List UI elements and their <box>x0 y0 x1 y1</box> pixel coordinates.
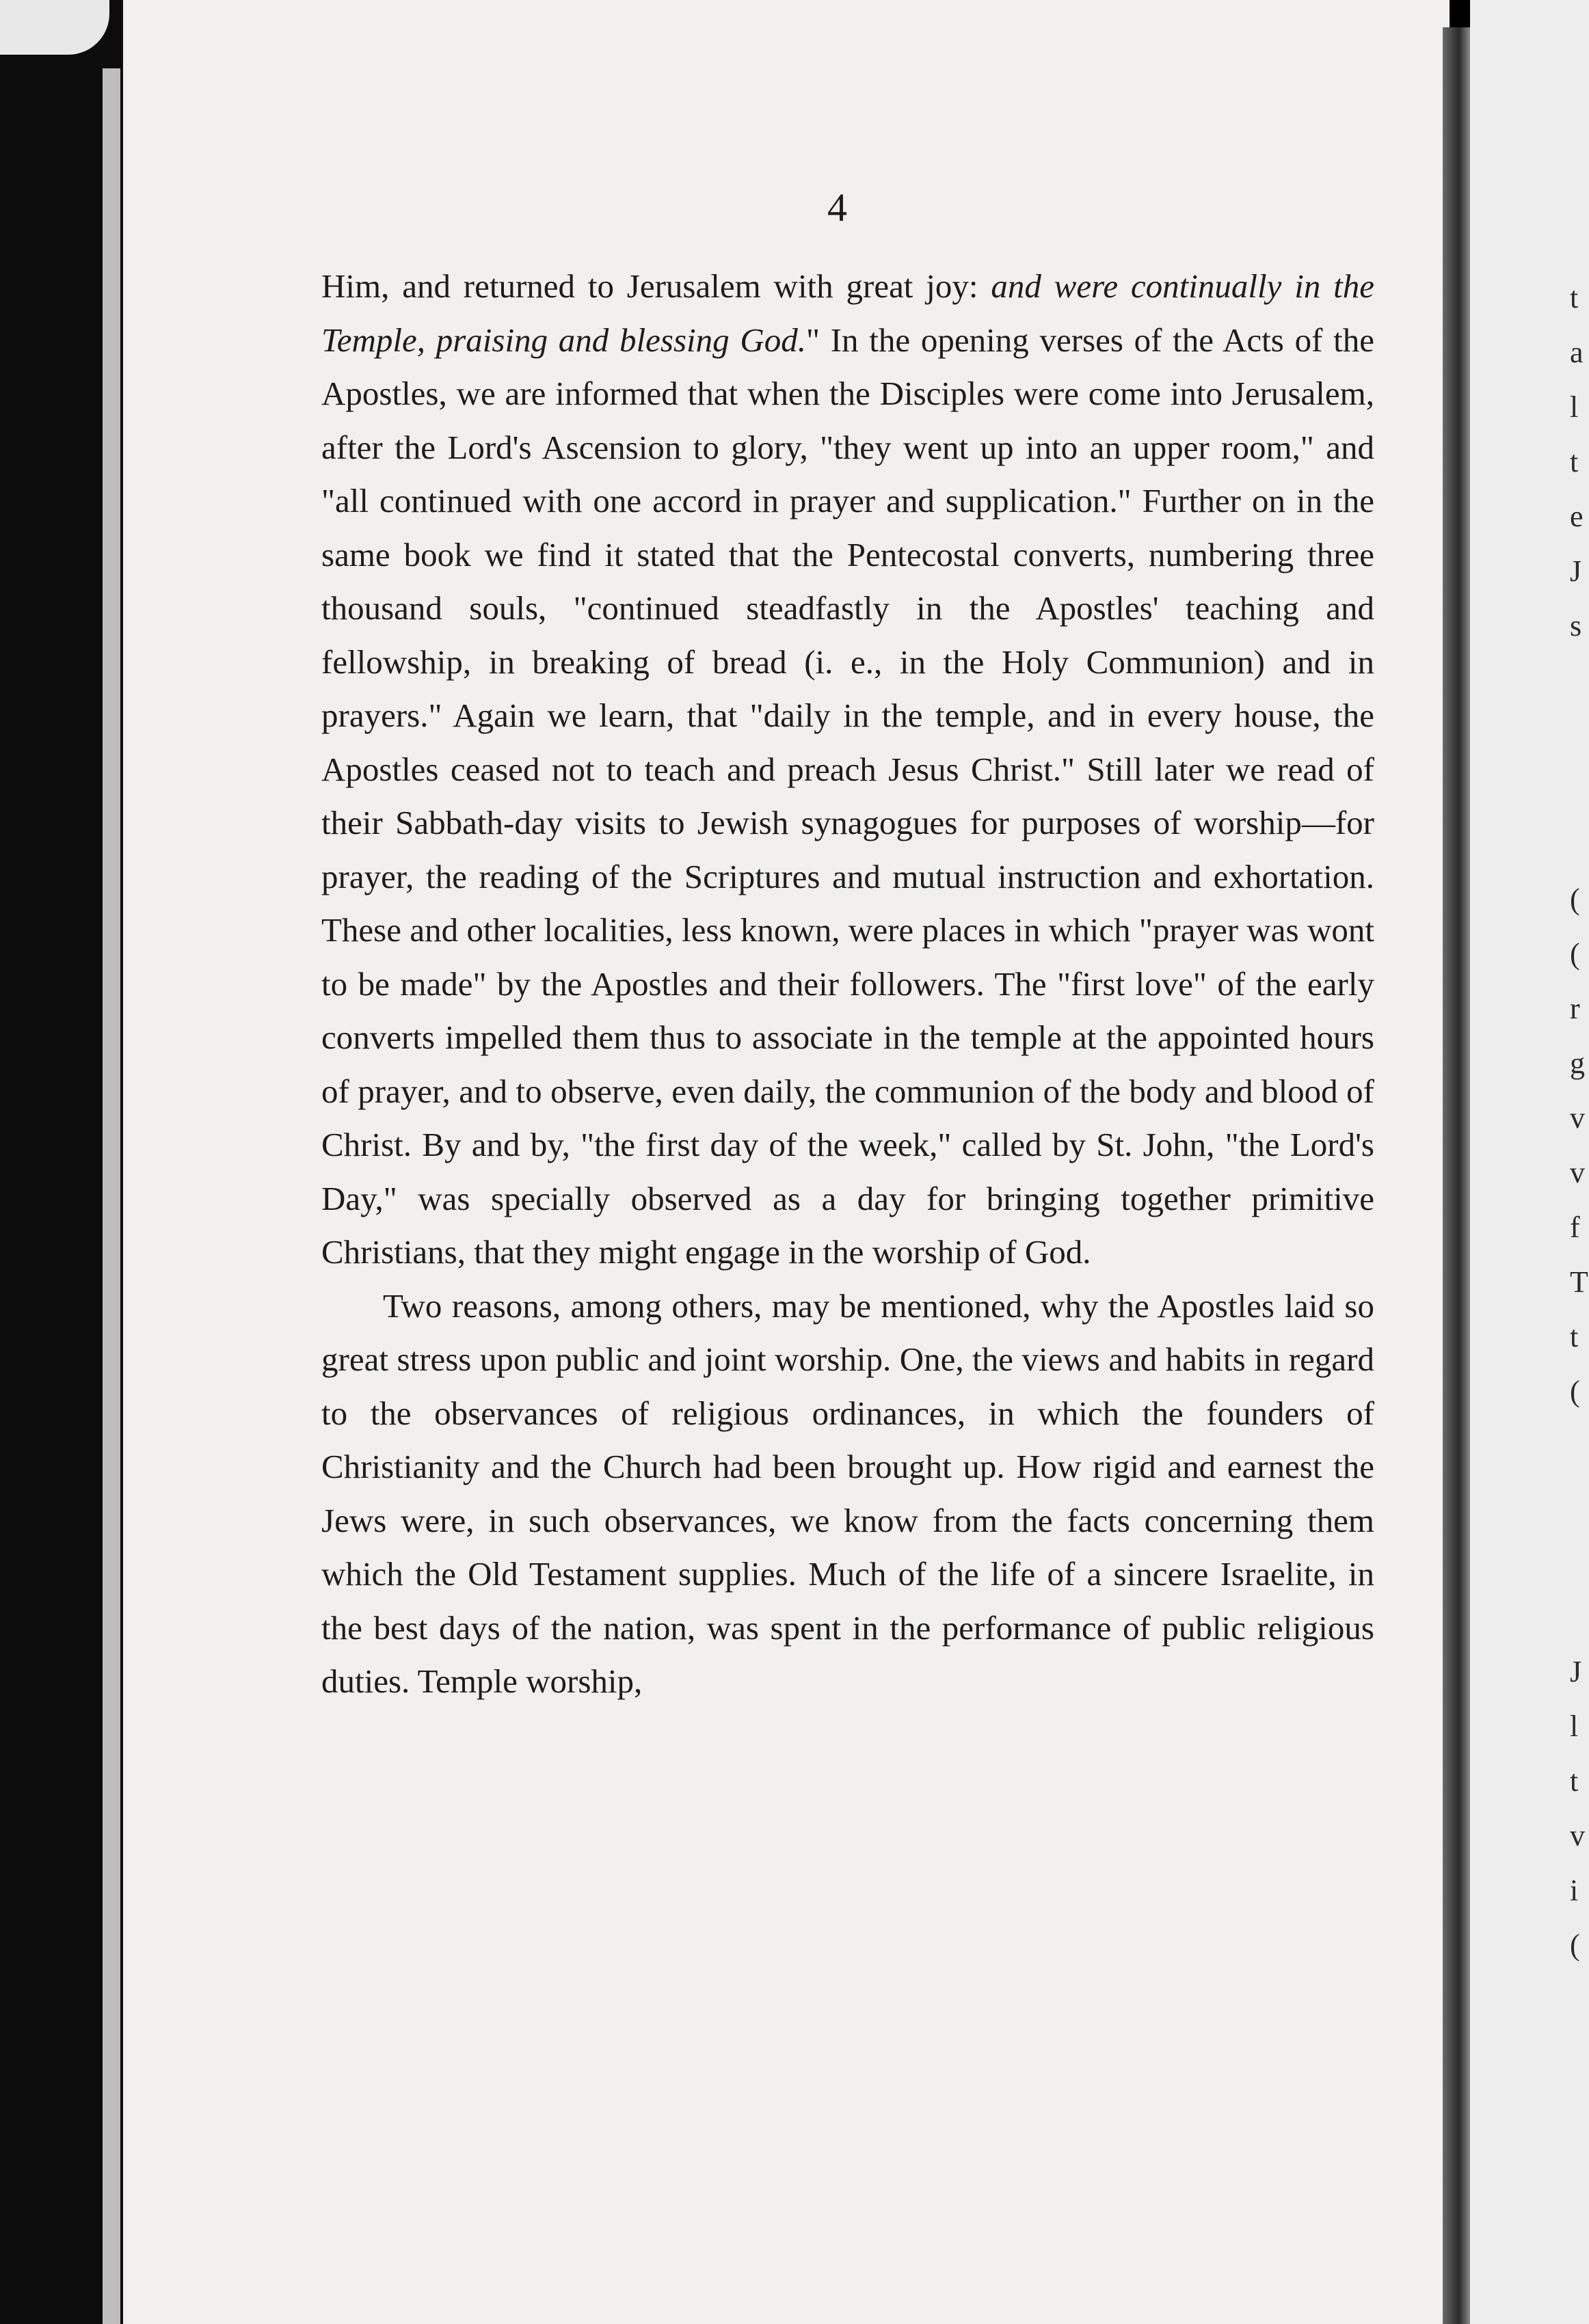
edge-letter: v <box>1570 1819 1585 1852</box>
page-body-text <box>321 260 1374 1709</box>
edge-letter: a <box>1570 336 1584 369</box>
paragraph-1 <box>321 260 1374 1280</box>
edge-letter: t <box>1570 1320 1579 1353</box>
edge-letter: t <box>1570 281 1579 314</box>
edge-letter: i <box>1570 1874 1579 1907</box>
edge-letter: f <box>1570 1211 1580 1244</box>
edge-letter: ( <box>1570 1375 1580 1408</box>
edge-letter: v <box>1570 1101 1585 1135</box>
page-number: 4 <box>827 185 847 230</box>
paragraph-1-rest: " In the opening verses of the Acts of the Apostles, we are informed that when the Disciples were come into Jerusalem, after the Lord's Ascension to glory, "they went up into an upper room," and "all continued with one accord in prayer and supplication." Further on in the same book we find it stated that the Pentecostal converts, numbering three thousand souls, "continued steadfastly in the Apostles' teaching and fellowship, in breaking of bread (i. e., in the Holy Communion) and in prayers." Again we learn, that "daily in the temple, and in every house, the Apostles ceased not to teach and preach Jesus Christ." Still later we read of their Sabbath-day visits to Jewish synagogues for purposes of worship—for prayer, the reading of the Scriptures and mutual instruction and exhortation. These and other localities, less known, were places in which "prayer was wont to be made" by the Apostles and their followers. The "first love" of the early converts impelled them thus to associate in the temple at the appointed hours of prayer, and to observe, even daily, the communion of the body and blood of Christ. By and by, "the first day of the week," called by St. John, "the Lord's Day," was specially observed as a day for bringing together primitive Christians, that they might engage in the worship of God. <box>321 321 1374 1271</box>
edge-letter: v <box>1570 1156 1585 1189</box>
edge-letter: g <box>1570 1046 1585 1080</box>
edge-letter: t <box>1570 445 1579 478</box>
edge-letter: r <box>1570 992 1580 1025</box>
scan-corner-mark <box>0 0 109 55</box>
edge-letter: T <box>1570 1265 1588 1299</box>
paragraph-1-lead: Him, and returned to Jerusalem with great joy: <box>321 267 991 305</box>
edge-letter: l <box>1570 1710 1579 1743</box>
edge-letter: J <box>1570 1655 1582 1688</box>
edge-letter: e <box>1570 500 1584 533</box>
left-binding-edge <box>0 0 123 2324</box>
facing-page-letters <box>1566 0 1589 2324</box>
edge-letter: ( <box>1570 937 1580 971</box>
edge-letter: t <box>1570 1764 1579 1798</box>
edge-letter: l <box>1570 390 1579 424</box>
edge-letter: ( <box>1570 1928 1580 1962</box>
edge-letter: J <box>1570 554 1582 588</box>
paragraph-2: Two reasons, among others, may be mentioned, why the Apostles laid so great stress upon public and joint worship. One, the views and habits in regard to the observances of religious ordinances, in which the founders of Christianity and the Church had been brought up. How rigid and earnest the Jews were, in such observances, we know from the facts concerning them which the Old Testament supplies. Much of the life of a sincere Israelite, in the best days of the nation, was spent in the performance of public religious duties. Temple worship, <box>321 1286 1374 1700</box>
book-gutter <box>1443 27 1470 2324</box>
paragraph-1-italic-quote: and were continually in the Temple, praising and blessing God. <box>321 267 1375 359</box>
edge-letter: ( <box>1570 882 1580 916</box>
paper-edge-strip <box>103 68 120 2324</box>
edge-letter: s <box>1570 609 1582 643</box>
